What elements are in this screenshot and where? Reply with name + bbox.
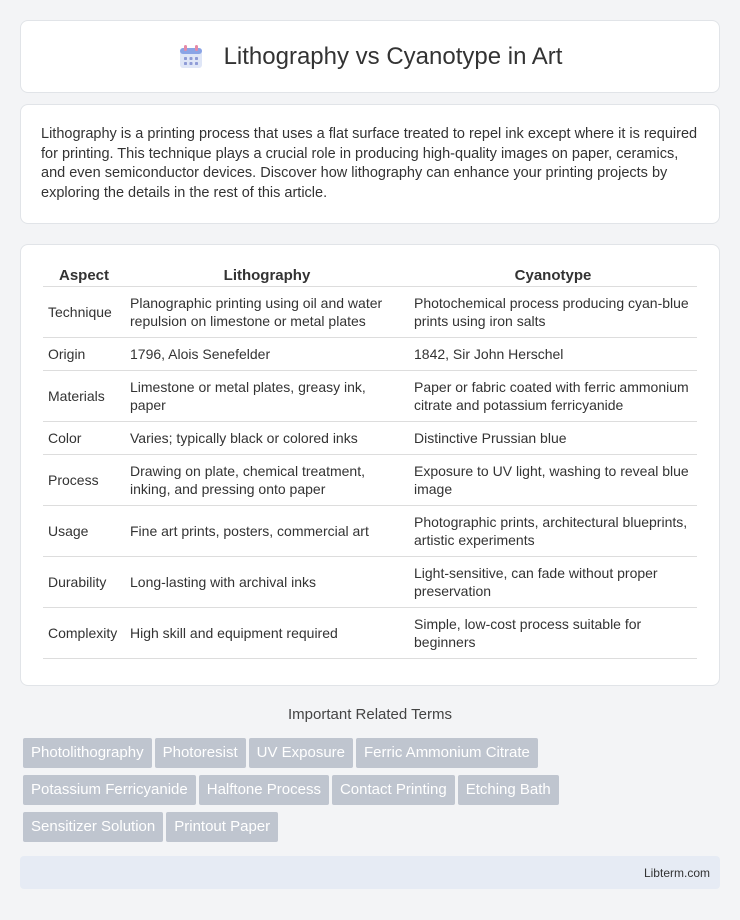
row-cyanotype: Simple, low-cost process suitable for beginners [409,608,697,659]
row-cyanotype: Distinctive Prussian blue [409,422,697,455]
calendar-grid-icon [178,44,204,70]
footer [20,856,720,889]
header-cyanotype: Cyanotype [409,263,697,287]
row-aspect: Complexity [43,608,125,659]
table-header-row [43,263,697,287]
row-cyanotype: Light-sensitive, can fade without proper preservation [409,557,697,608]
row-aspect: Origin [43,338,125,371]
tag-halftone-process[interactable]: Halftone Process [199,775,329,805]
tag-uv-exposure[interactable]: UV Exposure [249,738,353,768]
comparison-card [20,244,720,686]
row-cyanotype: Exposure to UV light, washing to reveal blue image [409,455,697,506]
row-lithography: Planographic printing using oil and water repulsion on limestone or metal plates [125,287,409,338]
related-terms-list [23,738,623,849]
table-row [43,371,697,422]
row-aspect: Durability [43,557,125,608]
related-terms-title: Important Related Terms [288,706,452,723]
header-aspect: Aspect [43,263,125,287]
row-aspect: Usage [43,506,125,557]
row-cyanotype: 1842, Sir John Herschel [409,338,697,371]
table-row [43,455,697,506]
tag-ferric-ammonium-citrate[interactable]: Ferric Ammonium Citrate [356,738,538,768]
row-lithography: Limestone or metal plates, greasy ink, paper [125,371,409,422]
row-aspect: Materials [43,371,125,422]
header-lithography: Lithography [125,263,409,287]
page-title: Lithography vs Cyanotype in Art [223,42,563,70]
table-row [43,506,697,557]
tag-etching-bath[interactable]: Etching Bath [458,775,559,805]
tag-photoresist[interactable]: Photoresist [155,738,246,768]
row-lithography: Drawing on plate, chemical treatment, inking, and pressing onto paper [125,455,409,506]
row-lithography: Long-lasting with archival inks [125,557,409,608]
tag-sensitizer-solution[interactable]: Sensitizer Solution [23,812,163,842]
tag-potassium-ferricyanide[interactable]: Potassium Ferricyanide [23,775,196,805]
row-cyanotype: Photochemical process producing cyan-blue prints using iron salts [409,287,697,338]
table-row [43,557,697,608]
row-lithography: High skill and equipment required [125,608,409,659]
intro-card [20,104,720,224]
row-cyanotype: Photographic prints, architectural blueprints, artistic experiments [409,506,697,557]
comparison-table [43,263,697,659]
tag-printout-paper[interactable]: Printout Paper [166,812,278,842]
footer-site-link[interactable]: Libterm.com [643,865,710,880]
row-cyanotype: Paper or fabric coated with ferric ammonium citrate and potassium ferricyanide [409,371,697,422]
row-lithography: Fine art prints, posters, commercial art [125,506,409,557]
table-row [43,422,697,455]
row-lithography: Varies; typically black or colored inks [125,422,409,455]
row-lithography: 1796, Alois Senefelder [125,338,409,371]
tag-photolithography[interactable]: Photolithography [23,738,152,768]
table-row [43,287,697,338]
title-card [20,20,720,93]
intro-text: Lithography is a printing process that uses a flat surface treated to repel ink except where it is required for printing. This technique plays a crucial role in producing high-quality images on paper, ceramics, and even semiconductor devices. Discover how lithography can enhance your printing projects by exploring the details in the rest of this article. [41,126,698,201]
tag-contact-printing[interactable]: Contact Printing [332,775,455,805]
row-aspect: Technique [43,287,125,338]
table-row [43,608,697,659]
table-row [43,338,697,371]
row-aspect: Color [43,422,125,455]
row-aspect: Process [43,455,125,506]
